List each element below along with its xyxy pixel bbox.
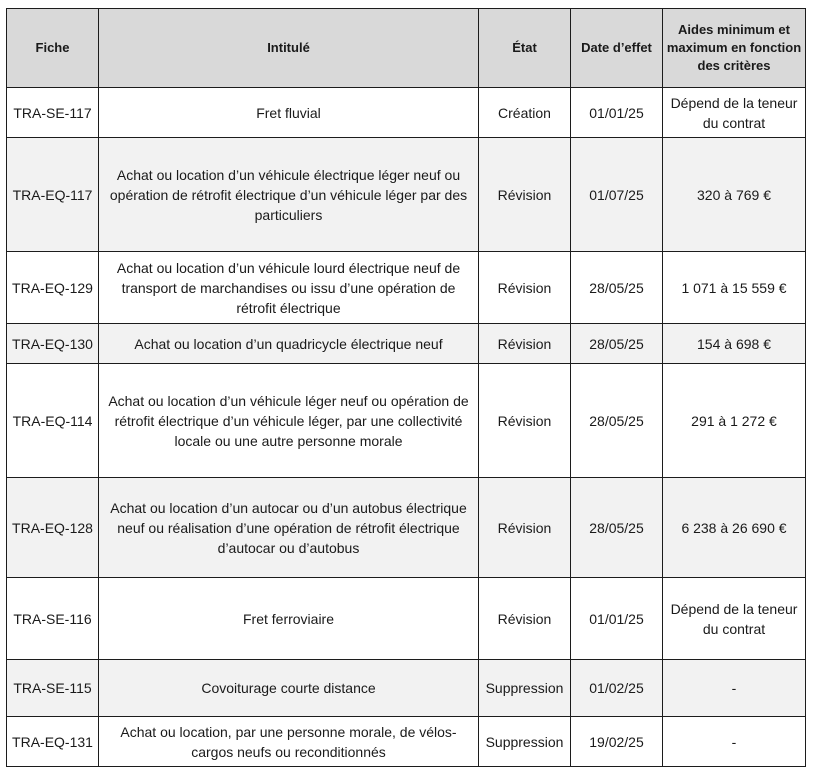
table-row [7,364,806,478]
cell-date: 28/05/25 [571,478,663,578]
cell-fiche: TRA-EQ-114 [7,364,99,478]
cell-intitule: Covoiturage courte distance [99,660,479,717]
header-aides: Aides minimum et maximum en fonction des critères [663,9,806,88]
cell-aides: - [663,660,806,717]
cell-aides: 154 à 698 € [663,324,806,364]
cell-fiche: TRA-SE-116 [7,578,99,660]
cell-fiche: TRA-EQ-117 [7,138,99,252]
cell-etat: Suppression [479,717,571,767]
cell-intitule: Fret fluvial [99,88,479,138]
cell-date: 01/02/25 [571,660,663,717]
cell-aides: 291 à 1 272 € [663,364,806,478]
header-intitule: Intitulé [99,9,479,88]
cell-fiche: TRA-EQ-131 [7,717,99,767]
cell-intitule: Fret ferroviaire [99,578,479,660]
cell-etat: Révision [479,478,571,578]
cell-fiche: TRA-EQ-128 [7,478,99,578]
cell-date: 19/02/25 [571,717,663,767]
cell-date: 28/05/25 [571,252,663,324]
cell-aides: 6 238 à 26 690 € [663,478,806,578]
table-row [7,660,806,717]
cell-intitule: Achat ou location d’un quadricycle électrique neuf [99,324,479,364]
cell-date: 28/05/25 [571,324,663,364]
table-row [7,717,806,767]
cell-intitule: Achat ou location d’un véhicule léger neuf ou opération de rétrofit électrique d’un véhicule léger, par une collectivité locale ou une autre personne morale [99,364,479,478]
cell-intitule: Achat ou location d’un véhicule lourd électrique neuf de transport de marchandises ou issu d’une opération de rétrofit électrique [99,252,479,324]
table-row [7,478,806,578]
cell-aides: 320 à 769 € [663,138,806,252]
cell-etat: Suppression [479,660,571,717]
cell-date: 01/01/25 [571,88,663,138]
cell-etat: Révision [479,364,571,478]
header-fiche: Fiche [7,9,99,88]
header-etat: État [479,9,571,88]
header-row [7,9,806,88]
cell-aides: - [663,717,806,767]
cell-etat: Révision [479,324,571,364]
cell-fiche: TRA-EQ-130 [7,324,99,364]
table-row [7,324,806,364]
cell-aides: Dépend de la teneur du contrat [663,88,806,138]
cell-aides: Dépend de la teneur du contrat [663,578,806,660]
cell-intitule: Achat ou location d’un autocar ou d’un autobus électrique neuf ou réalisation d’une opération de rétrofit électrique d’autocar ou d’autobus [99,478,479,578]
cell-date: 01/07/25 [571,138,663,252]
fiches-table [6,8,806,767]
cell-fiche: TRA-SE-115 [7,660,99,717]
table-row [7,88,806,138]
table-row [7,578,806,660]
cell-fiche: TRA-SE-117 [7,88,99,138]
cell-intitule: Achat ou location d’un véhicule électrique léger neuf ou opération de rétrofit électrique d’un véhicule léger par des particuliers [99,138,479,252]
cell-aides: 1 071 à 15 559 € [663,252,806,324]
cell-date: 28/05/25 [571,364,663,478]
cell-etat: Révision [479,252,571,324]
cell-intitule: Achat ou location, par une personne morale, de vélos-cargos neufs ou reconditionnés [99,717,479,767]
cell-etat: Création [479,88,571,138]
table-row [7,138,806,252]
header-date: Date d’effet [571,9,663,88]
cell-etat: Révision [479,578,571,660]
cell-date: 01/01/25 [571,578,663,660]
cell-etat: Révision [479,138,571,252]
cell-fiche: TRA-EQ-129 [7,252,99,324]
table-row [7,252,806,324]
